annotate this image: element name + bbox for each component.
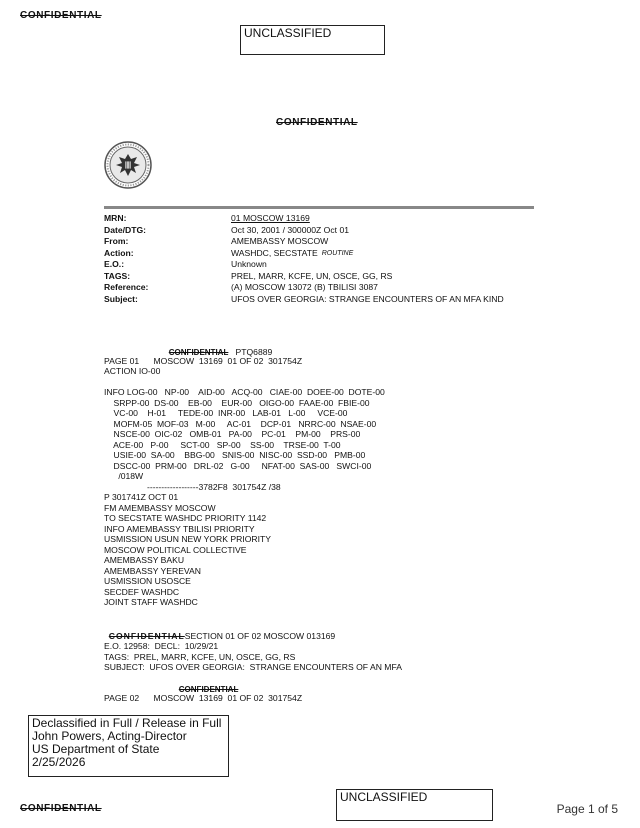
metadata-value: WASHDC, SECSTATE xyxy=(231,247,318,258)
info-line: ACE-00 P-00 SCT-00 SP-00 SS-00 TRSE-00 T-00 xyxy=(104,439,341,450)
unclassified-stamp-bottom xyxy=(336,789,493,821)
page-number: Page 1 of 5 xyxy=(556,802,618,816)
routing-line: P 301741Z OCT 01 xyxy=(104,492,179,502)
metadata-row xyxy=(104,259,504,271)
unclassified-stamp-top xyxy=(240,25,385,55)
unclassified-label-top: UNCLASSIFIED xyxy=(244,26,332,40)
routing-line: JOINT STAFF WASHDC xyxy=(104,597,198,607)
conf-strike-3: CONFIDENTIAL xyxy=(178,684,239,694)
routing-line: AMEMBASSY BAKU xyxy=(104,555,185,565)
metadata-value: PREL, MARR, KCFE, UN, OSCE, GG, RS xyxy=(231,270,393,281)
routing-line: MOSCOW POLITICAL COLLECTIVE xyxy=(104,544,247,555)
routing-line: AMEMBASSY YEREVAN xyxy=(104,565,201,576)
routing-line: USMISSION USUN NEW YORK PRIORITY xyxy=(104,534,271,544)
metadata-key: From: xyxy=(104,236,129,246)
cable-metadata xyxy=(104,213,504,305)
section-text: SECTION 01 OF 02 MOSCOW 013169 xyxy=(184,630,336,641)
unclassified-label-bottom: UNCLASSIFIED xyxy=(340,790,428,804)
classification-marking-bottom: CONFIDENTIAL xyxy=(20,803,102,814)
conf-strike-2: CONFIDENTIAL xyxy=(108,630,185,641)
action-line: ACTION IO-00 xyxy=(104,366,161,376)
metadata-key: Reference: xyxy=(104,282,149,292)
routing-line: SECDEF WASHDC xyxy=(104,586,180,597)
info-line: SRPP-00 DS-00 EB-00 EUR-00 OIGO-00 FAAE-00 FBIE-00 xyxy=(104,397,370,408)
metadata-value: Unknown xyxy=(231,259,267,269)
metadata-row xyxy=(104,282,504,294)
routing-block xyxy=(104,492,271,608)
metadata-row xyxy=(104,271,504,283)
routing-line: FM AMEMBASSY MOSCOW xyxy=(104,502,216,513)
declassification-line: 2/25/2026 xyxy=(32,755,86,769)
routing-line: INFO AMEMBASSY TBILISI PRIORITY xyxy=(104,523,255,534)
info-line: ------------------3782F8 301754Z /38 xyxy=(104,481,281,492)
section-line xyxy=(104,620,335,641)
metadata-key: Date/DTG: xyxy=(104,224,147,235)
header-rule xyxy=(104,206,534,209)
conf-strike-1: CONFIDENTIAL xyxy=(168,347,229,357)
metadata-row xyxy=(104,225,504,237)
info-line: MOFM-05 MOF-03 M-00 AC-01 DCP-01 NRRC-00 NSAE-00 xyxy=(104,418,377,429)
info-line: USIE-00 SA-00 BBG-00 SNIS-00 NISC-00 SSD-00 PMB-00 xyxy=(104,450,366,460)
eo-block xyxy=(104,641,402,673)
info-line: NSCE-00 OIC-02 OMB-01 PA-00 PC-01 PM-00 PRS-00 xyxy=(104,429,361,439)
info-distribution xyxy=(104,387,385,492)
eo-line: E.O. 12958: DECL: 10/29/21 xyxy=(104,641,219,651)
metadata-value: AMEMBASSY MOSCOW xyxy=(231,236,329,246)
metadata-key: Subject: xyxy=(104,293,138,304)
declassification-line: John Powers, Acting-Director xyxy=(32,729,187,743)
routing-line: USMISSION USOSCE xyxy=(104,576,191,586)
eo-line: SUBJECT: UFOS OVER GEORGIA: STRANGE ENCOUNTERS OF AN MFA xyxy=(104,662,402,672)
metadata-value: 01 MOSCOW 13169 xyxy=(231,213,310,223)
metadata-value: UFOS OVER GEORGIA: STRANGE ENCOUNTERS OF AN MFA KIND xyxy=(231,293,504,304)
metadata-value: Oct 30, 2001 / 300000Z Oct 01 xyxy=(231,224,350,235)
metadata-key: MRN: xyxy=(104,213,127,223)
info-line: DSCC-00 PRM-00 DRL-02 G-00 NFAT-00 SAS-00 SWCI-00 xyxy=(104,460,372,471)
ptq-number: PTQ6889 xyxy=(235,346,273,357)
metadata-key: E.O.: xyxy=(104,259,125,269)
metadata-row xyxy=(104,248,504,260)
classification-marking-top: CONFIDENTIAL xyxy=(20,10,102,21)
precedence-label: ROUTINE xyxy=(321,249,354,257)
eo-line: TAGS: PREL, MARR, KCFE, UN, OSCE, GG, RS xyxy=(104,651,296,662)
page1-line: PAGE 01 MOSCOW 13169 01 OF 02 301754Z xyxy=(104,356,303,366)
declassification-line: Declassified in Full / Release in Full xyxy=(32,716,222,730)
state-department-seal-icon xyxy=(104,141,152,189)
info-line: VC-00 H-01 TEDE-00 INR-00 LAB-01 L-00 VCE-00 xyxy=(104,408,348,418)
conf-mid-line xyxy=(104,673,238,695)
declassification-stamp xyxy=(28,715,229,777)
routing-line: TO SECSTATE WASHDC PRIORITY 1142 xyxy=(104,513,267,523)
conf-ptq-line xyxy=(104,336,272,358)
metadata-key: TAGS: xyxy=(104,270,131,281)
page2-line: PAGE 02 MOSCOW 13169 01 OF 02 301754Z xyxy=(104,693,303,703)
metadata-value: (A) MOSCOW 13072 (B) TBILISI 3087 xyxy=(231,282,378,292)
info-line: /018W xyxy=(104,471,144,481)
declassification-line: US Department of State xyxy=(32,742,160,756)
metadata-row xyxy=(104,213,504,225)
metadata-key: Action: xyxy=(104,247,134,258)
classification-marking-center: CONFIDENTIAL xyxy=(276,117,358,128)
metadata-row xyxy=(104,294,504,306)
info-line: INFO LOG-00 NP-00 AID-00 ACQ-00 CIAE-00 DOEE-00 DOTE-00 xyxy=(104,387,385,397)
metadata-row xyxy=(104,236,504,248)
